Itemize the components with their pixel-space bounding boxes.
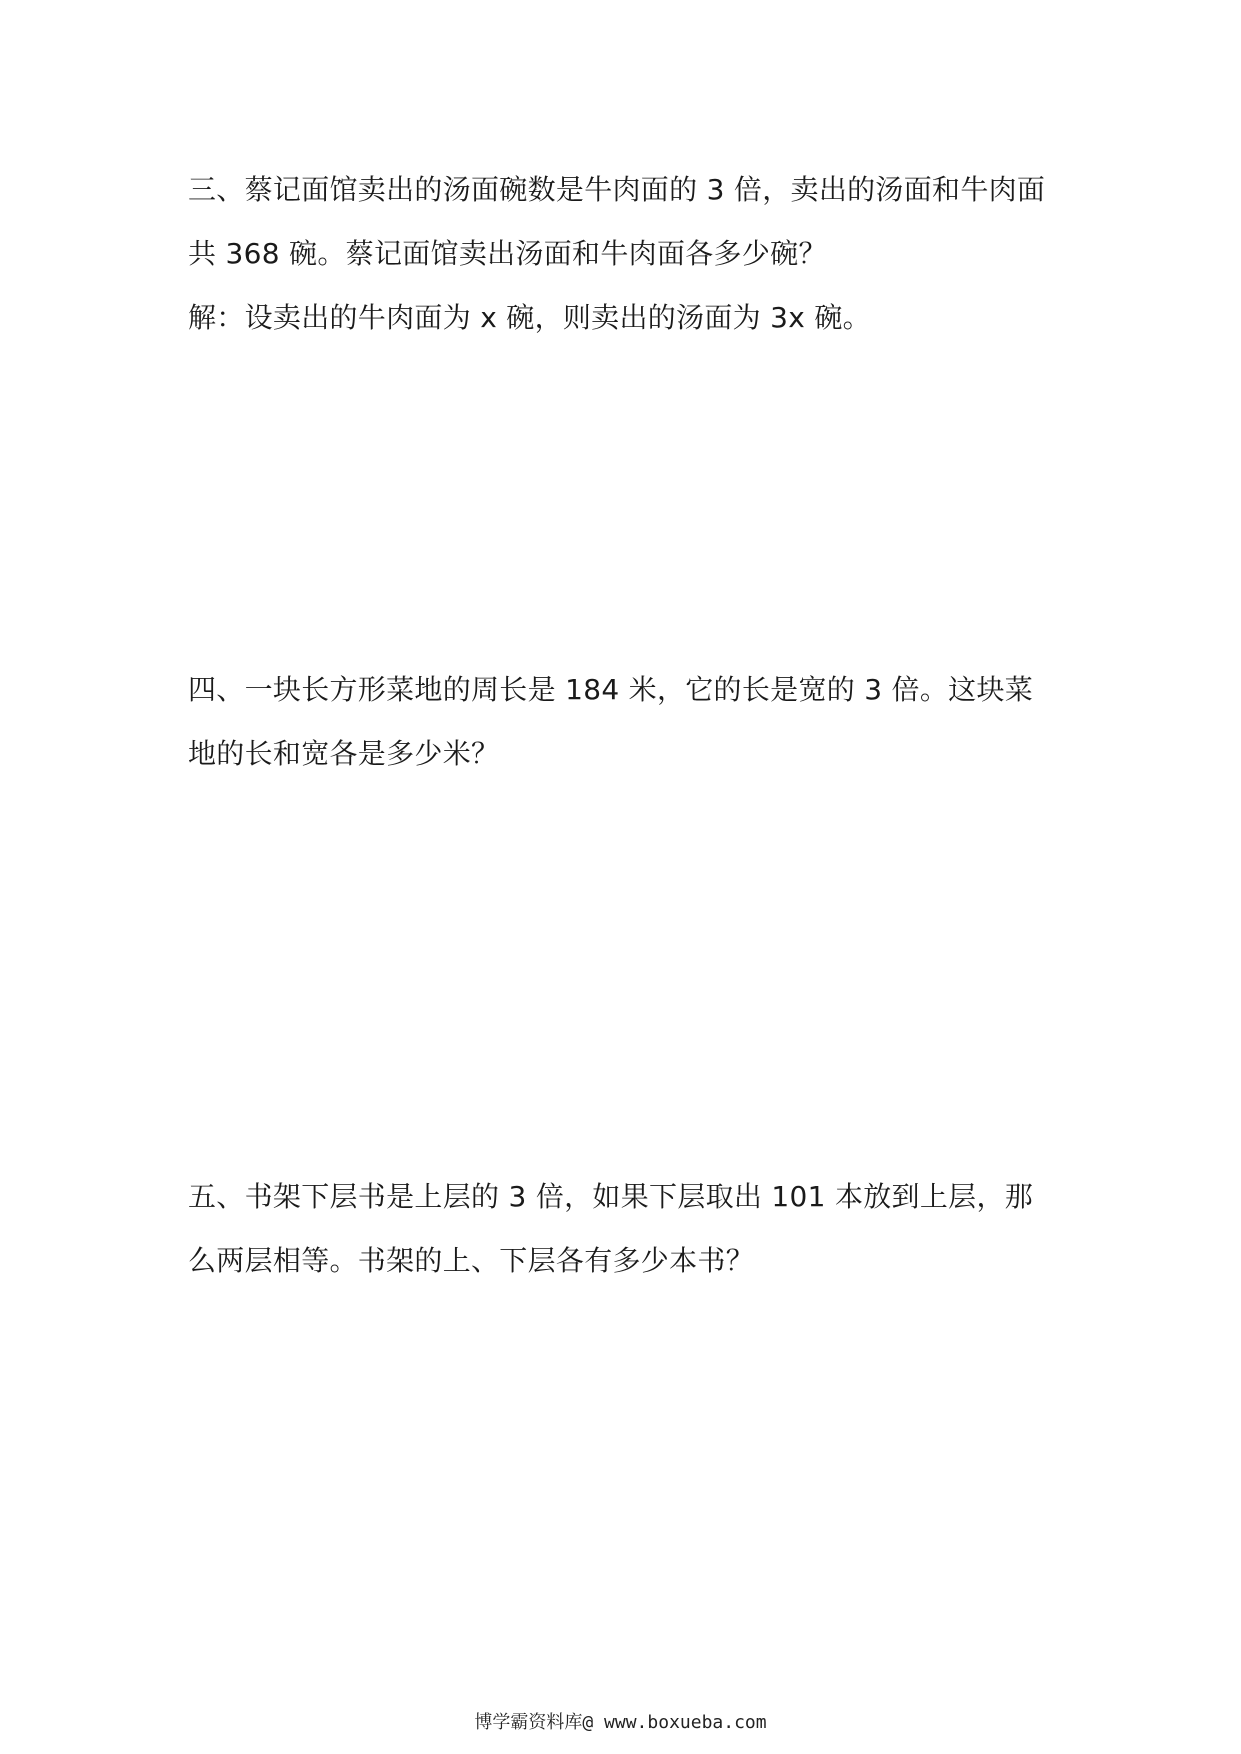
question-3-solution: 解：设卖出的牛肉面为 x 碗，则卖出的汤面为 3x 碗。 — [188, 301, 871, 334]
question-5-line-1: 五、书架下层书是上层的 3 倍，如果下层取出 101 本放到上层，那 — [188, 1180, 1034, 1213]
footer-watermark: 博学霸资料库@ www.boxueba.com — [474, 1712, 767, 1733]
question-5-line-2: 么两层相等。书架的上、下层各有多少本书？ — [188, 1244, 755, 1277]
question-3-line-1: 三、蔡记面馆卖出的汤面碗数是牛肉面的 3 倍，卖出的汤面和牛肉面 — [188, 173, 1046, 206]
question-4-line-1: 四、一块长方形菜地的周长是 184 米，它的长是宽的 3 倍。这块菜 — [188, 673, 1034, 706]
question-4-line-2: 地的长和宽各是多少米？ — [188, 737, 500, 770]
question-3-line-2: 共 368 碗。蔡记面馆卖出汤面和牛肉面各多少碗？ — [188, 237, 827, 270]
